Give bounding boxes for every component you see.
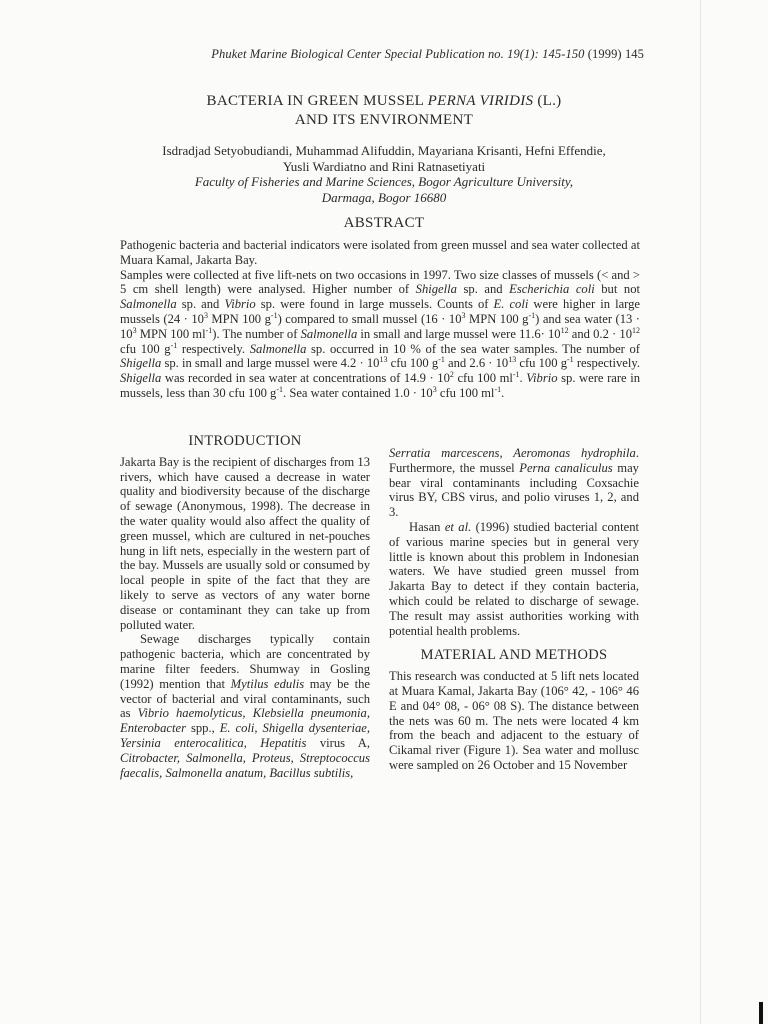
right-column — [389, 446, 639, 773]
intro-paragraph: Jakarta Bay is the recipient of discharges from 13 rivers, which have caused a decrease in water quality and biodiversity because of the discharge of sewage (Anonymous, 1998). The decrease in the water quality would also affect the quality of green mussel, which are cultured in net-pouches hung in lift nets, especially in the western part of the bay. Mussels are usually sold or consumed by local people in spite of the fact that they are likely to serve as vectors of any water borne disease or contaminant they can take up from polluted water. — [120, 454, 370, 632]
journal-citation: Phuket Marine Biological Center Special Publication no. 19(1): 145-150 — [211, 47, 585, 61]
methods-paragraph: This research was conducted at 5 lift nets located at Muara Kamal, Jakarta Bay (106° 42, - 106° 46 E and 04° 08, - 06° 08 S). The distance between the nets was 60 m. The nets were located 4 km from the beach and adjacent to the estuary of Cikamal river (Figure 1). Sea water and mollusc were sampled on 26 October and 15 November — [389, 669, 639, 772]
author-block — [120, 143, 648, 205]
abstract-paragraph: Pathogenic bacteria and bacterial indicators were isolated from green mussel and sea water collected at Muara Kamal, Jakarta Bay. — [120, 238, 640, 267]
abstract-body — [120, 238, 640, 401]
publication-year: (1999) — [587, 47, 622, 61]
intro-paragraph: Sewage discharges typically contain pathogenic bacteria, which are concentrated by marine filter feeders. Shumway in Gosling (1992) mention that Mytilus edulis may be the vector of bacterial and viral contaminants, such as Vibrio haemolyticus, Klebsiella pneumonia, Enterobacter spp., E. coli, Shigella dysenteriae, Yersinia enterocalitica, Hepatitis virus A, Citrobacter, Salmonella, Proteus, Streptococcus faecalis, Salmonella anatum, Bacillus subtilis, — [120, 632, 371, 780]
left-column — [120, 434, 370, 780]
scan-edge-mark — [759, 1002, 763, 1024]
intro-paragraph: Hasan et al. (1996) studied bacterial content of various marine species but in general very little is known about this problem in Indonesian waters. We have studied green mussel from Jakarta Bay to detect if they contain bacteria, which could be related to discharge of sewage. The result may assist authorities working with potential health problems. — [389, 519, 639, 638]
author-names: Yusli Wardiatno and Rini Ratnasetiyati — [282, 158, 486, 174]
title-species: PERNA VIRIDIS — [427, 93, 534, 109]
title-text: BACTERIA IN GREEN MUSSEL — [206, 93, 428, 109]
paper-title — [120, 92, 648, 130]
abstract-paragraph: Samples were collected at five lift-nets on two occasions in 1997. Two size classes of mussels (< and > 5 cm shell length) were analysed. Higher number of Shigella sp. and Escherichia coli but not Salmonella sp. and Vibrio sp. were found in large mussels. Counts of E. coli were higher in large mussels ($24 \cdot 10^3$ MPN 100 $g^{-1}$) compared to small mussel ($16 \cdot 10^3$ MPN 100 $g^{-1}$) and sea water ($13 \cdot 10^3$ MPN 100 $ml^{-1}$). The number of Salmonella in small and large mussel were $11.6\cdot 10^{12}$ and $0.2 \cdot 10^{12}$ cfu 100 $g^{-1}$ respectively. Salmonella sp. occurred in 10 % of the sea water samples. The number of Shigella sp. in small and large mussel were $4.2 \cdot 10^{13}$ cfu 100 $g^{-1}$ and $2.6 \cdot 10^{13}$ cfu 100 $g^{-1}$ respectively. Shigella was recorded in sea water at concentrations of $14.9 \cdot 10^2$ cfu 100 $ml^{-1}$. Vibrio sp. were rare in mussels, less than 30 cfu 100 $g^{-1}$. Sea water contained $1.0 \cdot 10^3$ cfu 100 $ml^{-1}$. — [120, 267, 641, 400]
methods-heading: MATERIAL AND METHODS — [420, 647, 608, 664]
title-line-2: AND ITS ENVIRONMENT — [294, 112, 474, 128]
affiliation: Faculty of Fisheries and Marine Sciences, Bogor Agriculture University, — [194, 174, 574, 189]
affiliation-address: Darmaga, Bogor 16680 — [321, 189, 447, 205]
title-text: (L.) — [533, 93, 562, 109]
running-header — [150, 47, 644, 62]
intro-paragraph-continued: Serratia marcescens, Aeromonas hydrophila. Furthermore, the mussel Perna canaliculus may bear viral contaminants including Coxsachie virus BY, CBS virus, and polio viruses 1, 2, and 3. — [389, 446, 639, 520]
page-edge-shadow — [700, 0, 701, 1024]
abstract-heading: ABSTRACT — [343, 215, 425, 231]
introduction-heading: INTRODUCTION — [188, 433, 302, 449]
page-number: 145 — [624, 47, 644, 61]
author-names: Isdradjad Setyobudiandi, Muhammad Alifuddin, Mayariana Krisanti, Hefni Effendie, — [162, 143, 606, 158]
